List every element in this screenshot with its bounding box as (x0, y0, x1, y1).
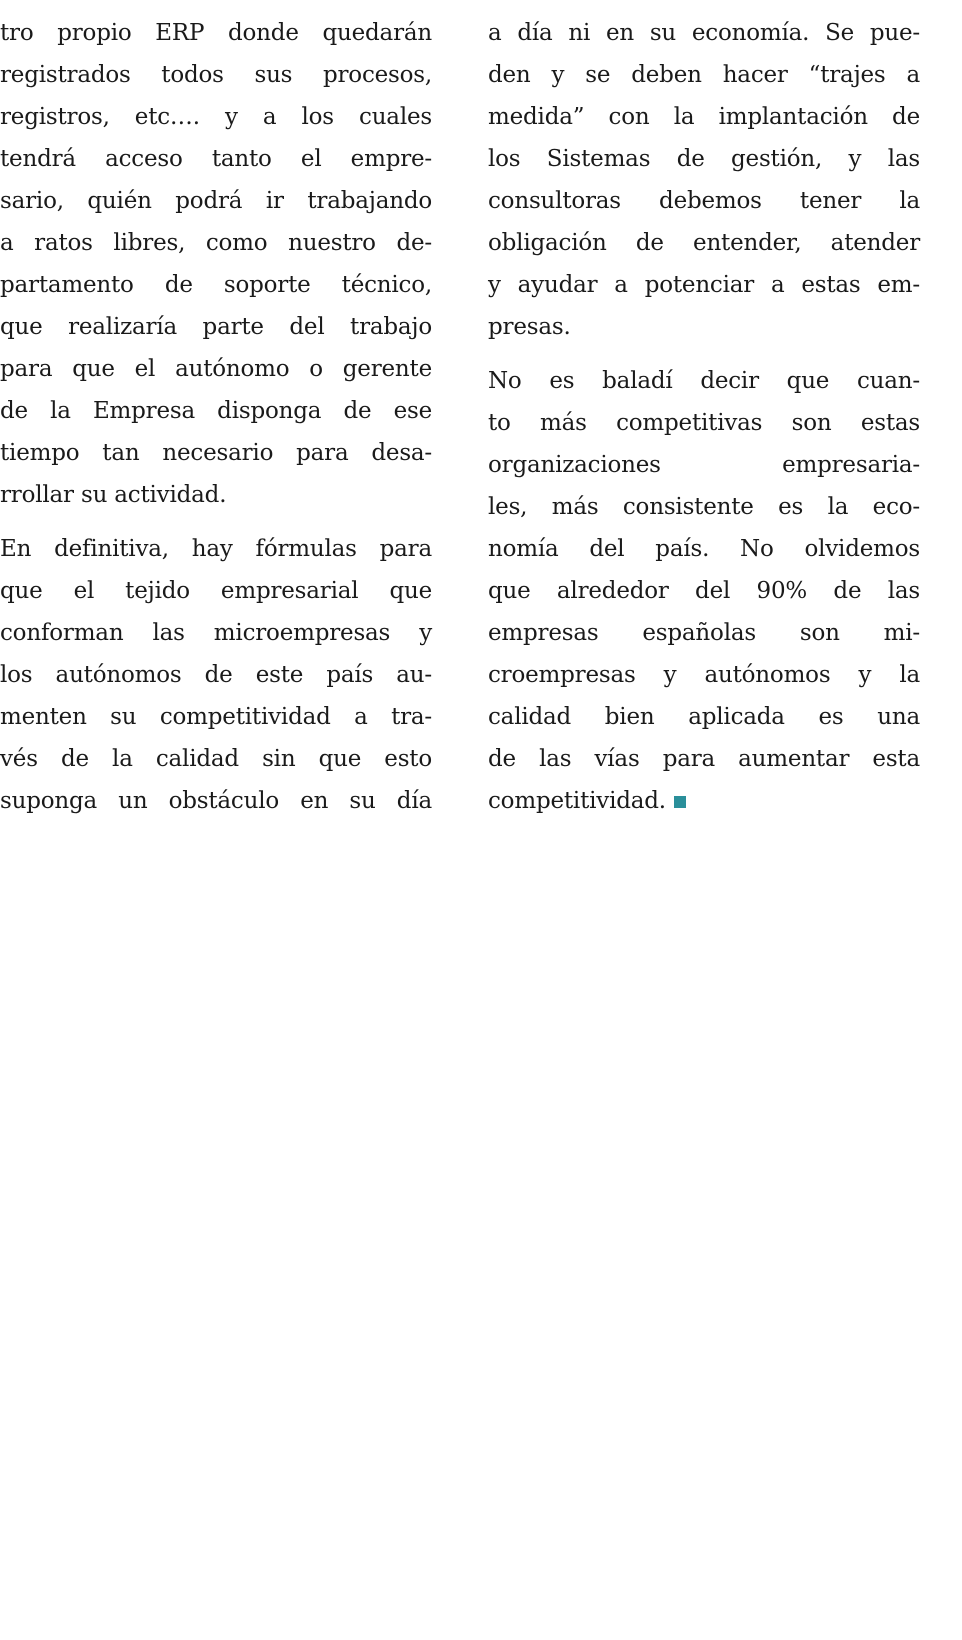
line-text: vés de la calidad sin que esto (0, 746, 432, 772)
text-line (488, 96, 920, 138)
line-text: competitividad. (488, 788, 666, 814)
text-line (488, 780, 920, 822)
line-text: den y se deben hacer “trajes a (488, 62, 920, 88)
line-text: croempresas y autónomos y la (488, 662, 920, 688)
line-text: calidad bien aplicada es una (488, 704, 920, 730)
text-line (488, 402, 920, 444)
text-line (488, 528, 920, 570)
line-text: y ayudar a potenciar a estas em- (488, 272, 920, 298)
paragraph (488, 360, 920, 822)
line-text: conforman las microempresas y (0, 620, 432, 646)
line-text: menten su competitividad a tra- (0, 704, 432, 730)
line-text: rrollar su actividad. (0, 482, 227, 508)
text-line (0, 738, 432, 780)
text-line (0, 12, 432, 54)
text-line (0, 474, 432, 516)
line-text: No es baladí decir que cuan- (488, 368, 920, 394)
text-line (488, 570, 920, 612)
line-text: a ratos libres, como nuestro de- (0, 230, 432, 256)
text-line (0, 180, 432, 222)
line-text: que alrededor del 90% de las (488, 578, 920, 604)
text-line (0, 528, 432, 570)
text-line (0, 390, 432, 432)
line-text: que realizaría parte del trabajo (0, 314, 432, 340)
end-of-article-square-icon (674, 796, 686, 808)
text-line (0, 264, 432, 306)
line-text: a día ni en su economía. Se pue- (488, 20, 920, 46)
right-column (488, 12, 920, 822)
line-text: los autónomos de este país au- (0, 662, 432, 688)
text-line (488, 654, 920, 696)
line-text: de las vías para aumentar esta (488, 746, 920, 772)
text-line (488, 264, 920, 306)
line-text: partamento de soporte técnico, (0, 272, 432, 298)
text-line (0, 54, 432, 96)
text-line (0, 306, 432, 348)
line-text: presas. (488, 314, 571, 340)
line-text: registrados todos sus procesos, (0, 62, 432, 88)
line-text: to más competitivas son estas (488, 410, 920, 436)
paragraph (0, 12, 432, 516)
paragraph (488, 12, 920, 348)
line-text: para que el autónomo o gerente (0, 356, 432, 382)
text-line (0, 780, 432, 822)
text-line (488, 12, 920, 54)
line-text: que el tejido empresarial que (0, 578, 432, 604)
line-text: nomía del país. No olvidemos (488, 536, 920, 562)
text-line (0, 348, 432, 390)
text-line (488, 486, 920, 528)
line-text: medida” con la implantación de (488, 104, 920, 130)
text-line (0, 654, 432, 696)
line-text: consultoras debemos tener la (488, 188, 920, 214)
line-text: suponga un obstáculo en su día (0, 788, 432, 814)
line-text: empresas españolas son mi- (488, 620, 920, 646)
text-line (0, 96, 432, 138)
text-line (0, 222, 432, 264)
text-line (488, 54, 920, 96)
text-line (488, 444, 920, 486)
line-text: tro propio ERP donde quedarán (0, 20, 432, 46)
line-text: organizaciones empresaria- (488, 452, 920, 478)
line-text: tiempo tan necesario para desa- (0, 440, 432, 466)
text-line (0, 138, 432, 180)
text-line (488, 138, 920, 180)
text-line (0, 570, 432, 612)
line-text: En definitiva, hay fórmulas para (0, 536, 432, 562)
line-text: los Sistemas de gestión, y las (488, 146, 920, 172)
line-text: les, más consistente es la eco- (488, 494, 920, 520)
text-line (0, 612, 432, 654)
text-line (0, 696, 432, 738)
left-column (0, 12, 432, 822)
text-line (488, 222, 920, 264)
text-line (0, 432, 432, 474)
text-line (488, 180, 920, 222)
text-line (488, 306, 920, 348)
line-text: tendrá acceso tanto el empre- (0, 146, 432, 172)
text-line (488, 696, 920, 738)
text-line (488, 738, 920, 780)
text-line (488, 360, 920, 402)
line-text: de la Empresa disponga de ese (0, 398, 432, 424)
paragraph-gap (488, 348, 920, 360)
line-text: sario, quién podrá ir trabajando (0, 188, 432, 214)
paragraph-gap (0, 516, 432, 528)
line-text: registros, etc…. y a los cuales (0, 104, 432, 130)
text-line (488, 612, 920, 654)
line-text: obligación de entender, atender (488, 230, 920, 256)
paragraph (0, 528, 432, 822)
